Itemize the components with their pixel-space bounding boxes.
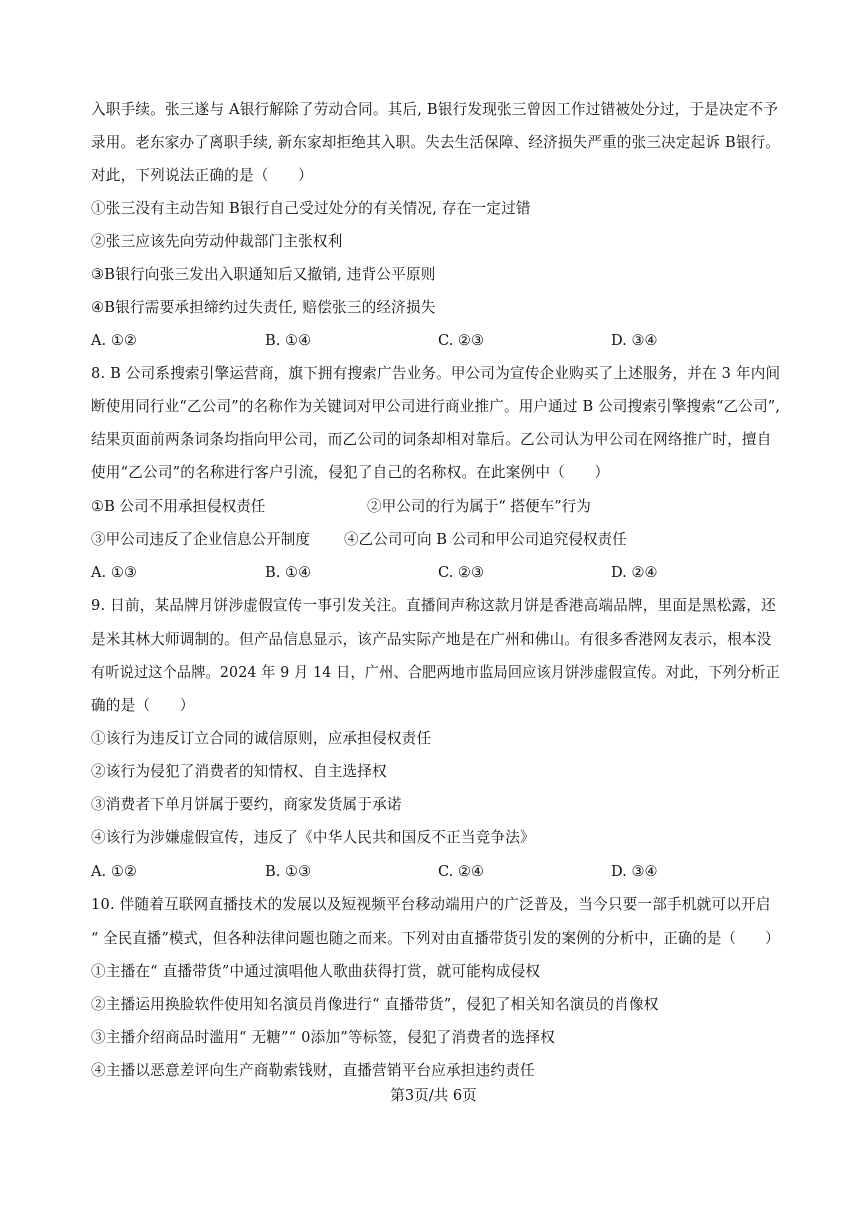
q7-statement-4: ④B银行需要承担缔约过失责任, 赔偿张三的经济损失 <box>91 299 436 316</box>
q7-statement-1: ①张三没有主动告知 B银行自己受过处分的有关情况, 存在一定过错 <box>91 200 531 217</box>
q9-stem-line-3: 有听说过这个品牌。2024 年 9 月 14 日，广州、合肥两地市监局回应该月饼涉虚假宣传。对此，下列分析正 <box>91 664 780 681</box>
q9-option-b[interactable]: B. ①③ <box>265 863 312 880</box>
q9-option-a[interactable]: A. ①② <box>91 863 137 880</box>
q8-option-b[interactable]: B. ①④ <box>265 564 312 581</box>
q8-stem-line-3: 结果页面前两条词条均指向甲公司，而乙公司的词条却相对靠后。乙公司认为甲公司在网络推广时，擅自 <box>91 431 772 448</box>
q10-stem-line-1: 10. 伴随着互联网直播技术的发展以及短视频平台移动端用户的广泛普及，当今只要一部手机就可以开启 <box>91 896 771 913</box>
q8-option-c[interactable]: C. ②③ <box>438 564 485 581</box>
q7-stem-line-3: 对此，下列说法正确的是（ ） <box>91 167 313 184</box>
q9-option-d[interactable]: D. ③④ <box>611 863 658 880</box>
q8-statement-1: ①B 公司不用承担侵权责任 <box>91 498 266 515</box>
q7-statement-2: ②张三应该先向劳动仲裁部门主张权利 <box>91 233 343 250</box>
q10-statement-1: ①主播在“ 直播带货”中通过演唱他人歌曲获得打赏，就可能构成侵权 <box>91 963 541 980</box>
q10-statement-2: ②主播运用换脸软件使用知名演员肖像进行“ 直播带货”，侵犯了相关知名演员的肖像权 <box>91 996 659 1013</box>
q8-stem-line-1: 8. B 公司系搜索引擎运营商，旗下拥有搜索广告业务。甲公司为宣传企业购买了上述服务，并在 3 年内间 <box>91 365 781 382</box>
q7-statement-3: ③B银行向张三发出入职通知后又撤销, 违背公平原则 <box>91 266 436 283</box>
q9-stem-line-4: 确的是（ ） <box>91 697 195 714</box>
q9-statement-1: ①该行为违反订立合同的诚信原则，应承担侵权责任 <box>91 730 432 747</box>
q8-option-d[interactable]: D. ②④ <box>611 564 658 581</box>
q7-option-d[interactable]: D. ③④ <box>611 332 658 349</box>
q9-option-c[interactable]: C. ②④ <box>438 863 485 880</box>
q9-stem-line-2: 是米其林大师调制的。但产品信息显示，该产品实际产地是在广州和佛山。有很多香港网友表示，根本没 <box>91 631 772 648</box>
q8-statement-2: ②甲公司的行为属于“ 搭便车”行为 <box>367 498 591 515</box>
q8-statement-3: ③甲公司违反了企业信息公开制度 <box>91 531 310 548</box>
q9-stem-line-1: 9. 日前，某品牌月饼涉虚假宣传一事引发关注。直播间声称这款月饼是香港高端品牌，里面是黑松露，还 <box>91 597 776 614</box>
q7-stem-line-1: 入职手续。张三遂与 A银行解除了劳动合同。其后, B银行发现张三曾因工作过错被处分过，于是决定不予 <box>91 101 779 118</box>
q10-statement-4: ④主播以恶意差评向生产商勒索钱财，直播营销平台应承担违约责任 <box>91 1062 535 1079</box>
q7-option-a[interactable]: A. ①② <box>91 332 137 349</box>
q8-option-a[interactable]: A. ①③ <box>91 564 137 581</box>
q7-stem-line-2: 录用。老东家办了离职手续, 新东家却拒绝其入职。失去生活保障、经济损失严重的张三决定起诉 B银行。 <box>91 134 781 151</box>
q7-option-c[interactable]: C. ②③ <box>438 332 485 349</box>
q9-statement-4: ④该行为涉嫌虚假宣传，违反了《中华人民共和国反不正当竞争法》 <box>91 829 535 846</box>
q9-statement-2: ②该行为侵犯了消费者的知情权、自主选择权 <box>91 763 387 780</box>
q10-statement-3: ③主播介绍商品时滥用“ 无糖”“ 0添加”等标签，侵犯了消费者的选择权 <box>91 1029 556 1046</box>
q8-statement-4: ④乙公司可向 B 公司和甲公司追究侵权责任 <box>344 531 627 548</box>
page-number-footer: 第3页/共 6页 <box>390 1087 477 1104</box>
q7-option-b[interactable]: B. ①④ <box>265 332 312 349</box>
q9-statement-3: ③消费者下单月饼属于要约，商家发货属于承诺 <box>91 796 402 813</box>
q8-stem-line-4: 使用“乙公司”的名称进行客户引流，侵犯了自己的名称权。在此案例中（ ） <box>91 464 610 481</box>
q8-stem-line-2: 断使用同行业“乙公司”的名称作为关键词对甲公司进行商业推广。用户通过 B 公司搜索引擎搜索“乙公司”, <box>91 398 781 415</box>
q10-stem-line-2: “ 全民直播”模式，但各种法律问题也随之而来。下列对由直播带货引发的案例的分析中，正确的是（ ） <box>91 930 780 947</box>
